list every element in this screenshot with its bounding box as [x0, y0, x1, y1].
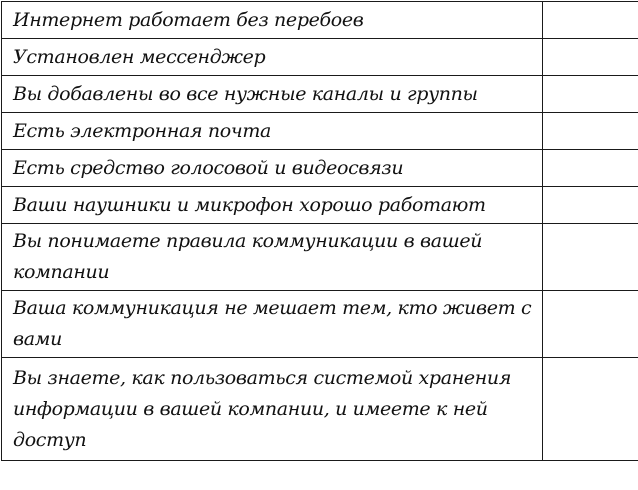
- checklist-checkbox[interactable]: [543, 150, 638, 187]
- checklist-item-text: Вы понимаете правила коммуникации в вашей компании: [2, 224, 543, 291]
- checklist-row: [2, 224, 638, 291]
- checklist-row: [2, 358, 638, 461]
- checklist-item-text: Ваша коммуникация не мешает тем, кто живет с вами: [2, 291, 543, 358]
- checklist-row: [2, 76, 638, 113]
- checklist-row: [2, 39, 638, 76]
- checklist-checkbox[interactable]: [543, 113, 638, 150]
- checklist-item-text: Есть средство голосовой и видеосвязи: [2, 150, 543, 187]
- checklist-item-text: Интернет работает без перебоев: [2, 2, 543, 39]
- checklist-item-text: Вы знаете, как пользоваться системой хранения информации в вашей компании, и имеете к ней доступ: [2, 358, 543, 461]
- checklist-row: [2, 113, 638, 150]
- checklist-checkbox[interactable]: [543, 224, 638, 291]
- checklist-checkbox[interactable]: [543, 76, 638, 113]
- checklist-row: [2, 187, 638, 224]
- checklist-checkbox[interactable]: [543, 2, 638, 39]
- checklist-row: [2, 2, 638, 39]
- checklist-item-text: Установлен мессенджер: [2, 39, 543, 76]
- checklist-item-text: Есть электронная почта: [2, 113, 543, 150]
- checklist-row: [2, 150, 638, 187]
- checklist-item-text: Вы добавлены во все нужные каналы и группы: [2, 76, 543, 113]
- checklist-checkbox[interactable]: [543, 291, 638, 358]
- checklist-checkbox[interactable]: [543, 358, 638, 461]
- checklist-row: [2, 291, 638, 358]
- checklist-item-text: Ваши наушники и микрофон хорошо работают: [2, 187, 543, 224]
- checklist-checkbox[interactable]: [543, 187, 638, 224]
- checklist-checkbox[interactable]: [543, 39, 638, 76]
- checklist-table: [1, 1, 638, 461]
